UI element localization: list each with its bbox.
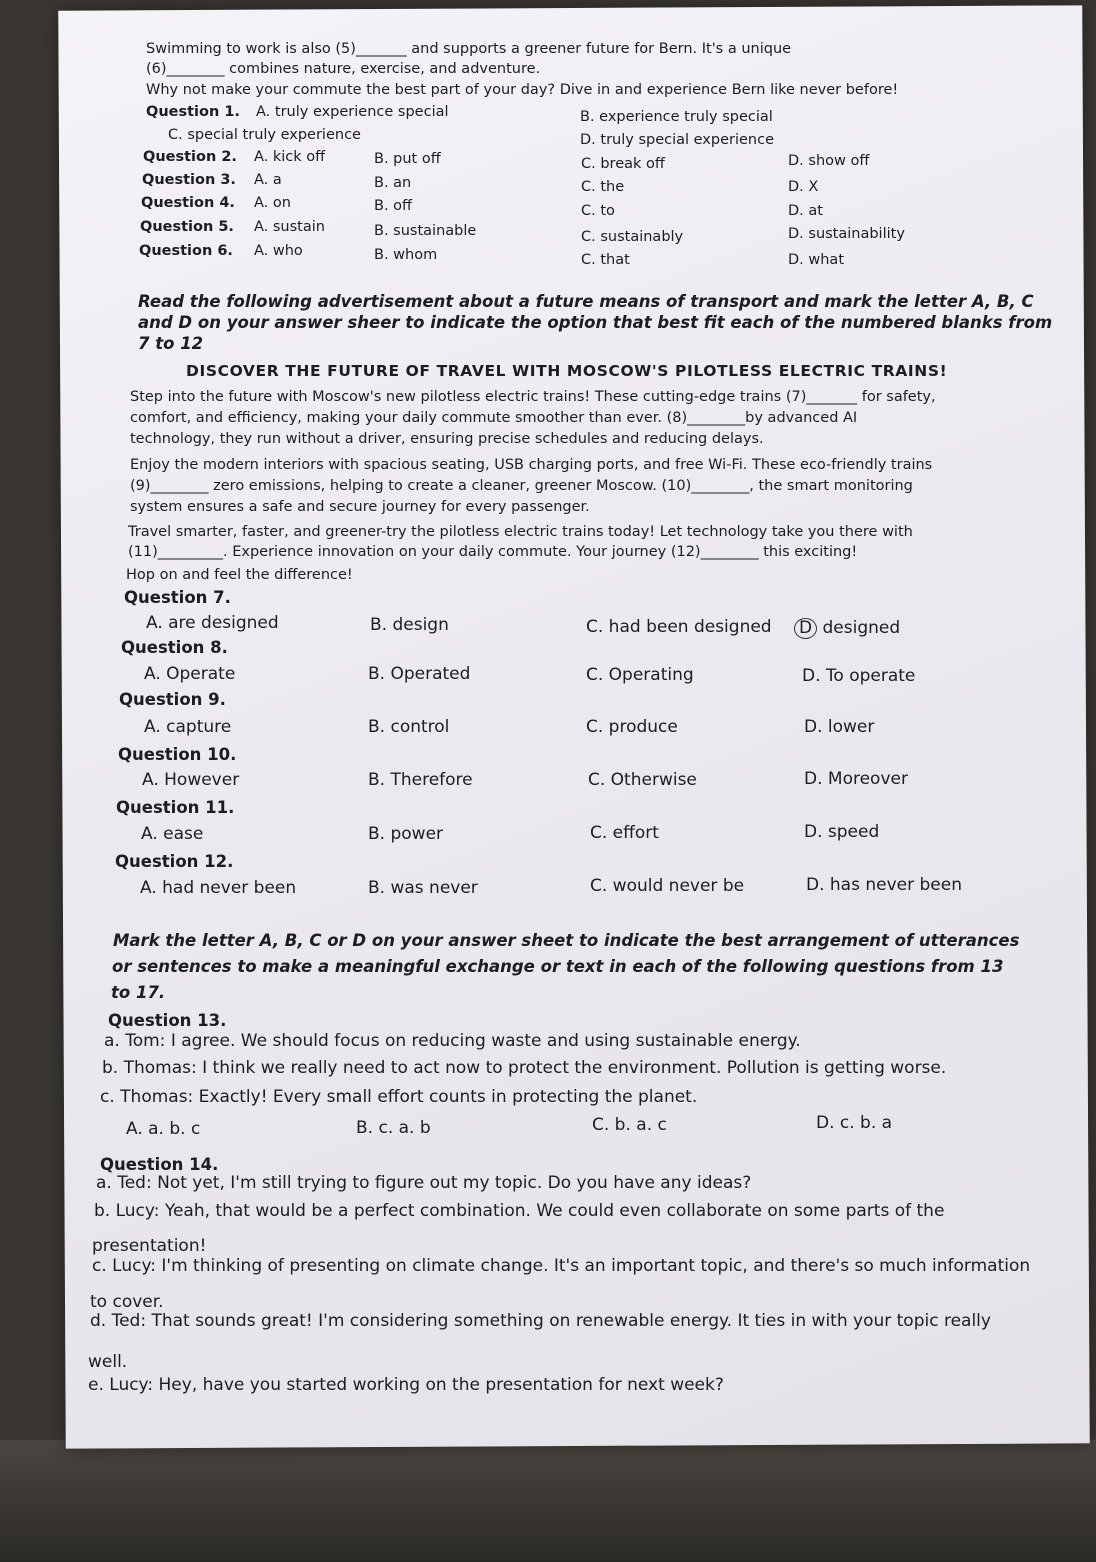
- q1-option-d[interactable]: D. truly special experience: [580, 132, 775, 148]
- question-6-label: Question 6.: [139, 243, 233, 259]
- q13-sentence-c: c. Thomas: Exactly! Every small effort counts in protecting the planet.: [100, 1087, 698, 1107]
- q14-sentence-d-line-2: well.: [88, 1352, 128, 1372]
- q4-option-b[interactable]: B. off: [374, 198, 413, 214]
- question-3-label: Question 3.: [142, 172, 236, 188]
- q13-sentence-a: a. Tom: I agree. We should focus on reducing waste and using sustainable energy.: [104, 1031, 801, 1051]
- question-2-label: Question 2.: [143, 149, 237, 165]
- q10-option-c[interactable]: C. Otherwise: [588, 770, 697, 790]
- q4-option-d[interactable]: D. at: [788, 203, 823, 219]
- q9-option-b[interactable]: B. control: [368, 717, 450, 737]
- question-4-label: Question 4.: [141, 195, 235, 211]
- instruction-1-line-2: and D on your answer sheer to indicate the option that best fit each of the numbered blanks from: [138, 313, 1053, 332]
- intro-line-1: Swimming to work is also (5)_______ and supports a greener future for Bern. It's a unique: [146, 41, 792, 57]
- q9-option-c[interactable]: C. produce: [586, 717, 678, 737]
- q14-sentence-e: e. Lucy: Hey, have you started working on the presentation for next week?: [88, 1375, 724, 1395]
- question-7-label: Question 7.: [124, 588, 231, 607]
- q11-option-c[interactable]: C. effort: [590, 823, 659, 843]
- instruction-1-line-3: 7 to 12: [138, 334, 204, 353]
- q11-option-b[interactable]: B. power: [368, 824, 444, 844]
- question-5-label: Question 5.: [140, 219, 234, 235]
- q5-option-d[interactable]: D. sustainability: [788, 226, 905, 242]
- q4-option-c[interactable]: C. to: [581, 203, 615, 219]
- selected-answer-circle: D: [794, 618, 817, 639]
- intro-line-3: Why not make your commute the best part of your day? Dive in and experience Bern like never before!: [146, 82, 899, 98]
- q13-option-c[interactable]: C. b. a. c: [592, 1115, 667, 1135]
- q14-sentence-b-line-1: b. Lucy: Yeah, that would be a perfect combination. We could even collaborate on some parts of the: [94, 1201, 945, 1221]
- q6-option-a[interactable]: A. who: [254, 243, 303, 259]
- q2-option-d[interactable]: D. show off: [788, 153, 870, 169]
- instruction-2-line-2: or sentences to make a meaningful exchange or text in each of the following questions from 13: [112, 957, 1004, 976]
- ad-paragraph-2-line-3: system ensures a safe and secure journey for every passenger.: [130, 499, 590, 515]
- instruction-1-line-1: Read the following advertisement about a future means of transport and mark the letter A, B, C: [138, 292, 1034, 311]
- q12-option-a[interactable]: A. had never been: [140, 878, 297, 898]
- ad-paragraph-1-line-2: comfort, and efficiency, making your daily commute smoother than ever. (8)________by advanced AI: [130, 410, 858, 426]
- instruction-2-line-1: Mark the letter A, B, C or D on your answer sheet to indicate the best arrangement of utterances: [113, 931, 1020, 950]
- question-1-label: Question 1.: [146, 104, 240, 120]
- q3-option-b[interactable]: B. an: [374, 175, 412, 191]
- q10-option-d[interactable]: D. Moreover: [804, 769, 908, 789]
- q3-option-a[interactable]: A. a: [254, 172, 282, 188]
- q8-option-d[interactable]: D. To operate: [802, 666, 916, 686]
- q9-option-a[interactable]: A. capture: [144, 717, 232, 737]
- q13-option-b[interactable]: B. c. a. b: [356, 1118, 431, 1138]
- q1-option-b[interactable]: B. experience truly special: [580, 109, 773, 125]
- q8-option-b[interactable]: B. Operated: [368, 664, 471, 684]
- q8-option-a[interactable]: A. Operate: [144, 664, 236, 684]
- q3-option-d[interactable]: D. X: [788, 179, 819, 195]
- q6-option-b[interactable]: B. whom: [374, 247, 438, 263]
- q12-option-c[interactable]: C. would never be: [590, 876, 745, 896]
- q4-option-a[interactable]: A. on: [254, 195, 291, 211]
- q11-option-d[interactable]: D. speed: [804, 822, 880, 842]
- question-12-label: Question 12.: [115, 852, 234, 871]
- q12-option-d[interactable]: D. has never been: [806, 875, 962, 895]
- q13-option-a[interactable]: A. a. b. c: [126, 1119, 201, 1139]
- question-13-label: Question 13.: [108, 1011, 227, 1030]
- intro-line-2: (6)________ combines nature, exercise, and adventure.: [146, 61, 541, 77]
- question-9-label: Question 9.: [119, 690, 226, 709]
- q7-option-d-text: designed: [822, 618, 901, 638]
- q10-option-a[interactable]: A. However: [142, 770, 240, 790]
- ad-paragraph-1-line-3: technology, they run without a driver, ensuring precise schedules and reducing delays.: [130, 431, 764, 447]
- q7-option-d[interactable]: [800, 618, 900, 639]
- q14-sentence-b-line-2: presentation!: [92, 1236, 207, 1256]
- q5-option-c[interactable]: C. sustainably: [581, 229, 684, 245]
- ad-paragraph-2-line-2: (9)________ zero emissions, helping to create a cleaner, greener Moscow. (10)________, the smart monitoring: [130, 478, 913, 494]
- q2-option-b[interactable]: B. put off: [374, 151, 441, 167]
- q7-option-b[interactable]: B. design: [370, 615, 449, 635]
- q13-sentence-b: b. Thomas: I think we really need to act now to protect the environment. Pollution is getting worse.: [102, 1058, 947, 1078]
- question-11-label: Question 11.: [116, 798, 235, 817]
- q12-option-b[interactable]: B. was never: [368, 878, 478, 898]
- q5-option-b[interactable]: B. sustainable: [374, 223, 477, 239]
- question-14-label: Question 14.: [100, 1155, 219, 1174]
- q6-option-c[interactable]: C. that: [581, 252, 630, 268]
- q2-option-a[interactable]: A. kick off: [254, 149, 326, 165]
- advertisement-title: DISCOVER THE FUTURE OF TRAVEL WITH MOSCOW'S PILOTLESS ELECTRIC TRAINS!: [186, 362, 948, 380]
- q11-option-a[interactable]: A. ease: [141, 824, 204, 844]
- q7-option-c[interactable]: C. had been designed: [586, 617, 772, 637]
- q9-option-d[interactable]: D. lower: [804, 717, 875, 737]
- question-10-label: Question 10.: [118, 745, 237, 764]
- q3-option-c[interactable]: C. the: [581, 179, 625, 195]
- question-8-label: Question 8.: [121, 638, 228, 657]
- q5-option-a[interactable]: A. sustain: [254, 219, 325, 235]
- q14-sentence-d-line-1: d. Ted: That sounds great! I'm considering something on renewable energy. It ties in with your topic really: [90, 1311, 991, 1331]
- q6-option-d[interactable]: D. what: [788, 252, 845, 268]
- instruction-2-line-3: to 17.: [111, 983, 166, 1002]
- q13-option-d[interactable]: D. c. b. a: [816, 1113, 893, 1133]
- ad-paragraph-1-line-1: Step into the future with Moscow's new pilotless electric trains! These cutting-edge trains (7)_______ for safety,: [130, 389, 936, 405]
- q8-option-c[interactable]: C. Operating: [586, 665, 694, 685]
- q10-option-b[interactable]: B. Therefore: [368, 770, 473, 790]
- q2-option-c[interactable]: C. break off: [581, 156, 665, 172]
- q14-sentence-a: a. Ted: Not yet, I'm still trying to figure out my topic. Do you have any ideas?: [96, 1173, 752, 1193]
- q1-option-c[interactable]: C. special truly experience: [168, 127, 361, 143]
- ad-paragraph-3-line-2: (11)_________. Experience innovation on your daily commute. Your journey (12)________ this exciting!: [128, 544, 858, 560]
- q7-option-a[interactable]: A. are designed: [146, 613, 279, 633]
- ad-paragraph-3-line-1: Travel smarter, faster, and greener-try the pilotless electric trains today! Let technology take you there with: [128, 524, 913, 540]
- q14-sentence-c-line-2: to cover.: [90, 1292, 164, 1312]
- q14-sentence-c-line-1: c. Lucy: I'm thinking of presenting on climate change. It's an important topic, and there's so much information: [92, 1256, 1031, 1276]
- ad-paragraph-3-line-3: Hop on and feel the difference!: [126, 567, 353, 583]
- q1-option-a[interactable]: A. truly experience special: [256, 104, 449, 120]
- ad-paragraph-2-line-1: Enjoy the modern interiors with spacious seating, USB charging ports, and free Wi-Fi. These eco-friendly trains: [130, 457, 933, 473]
